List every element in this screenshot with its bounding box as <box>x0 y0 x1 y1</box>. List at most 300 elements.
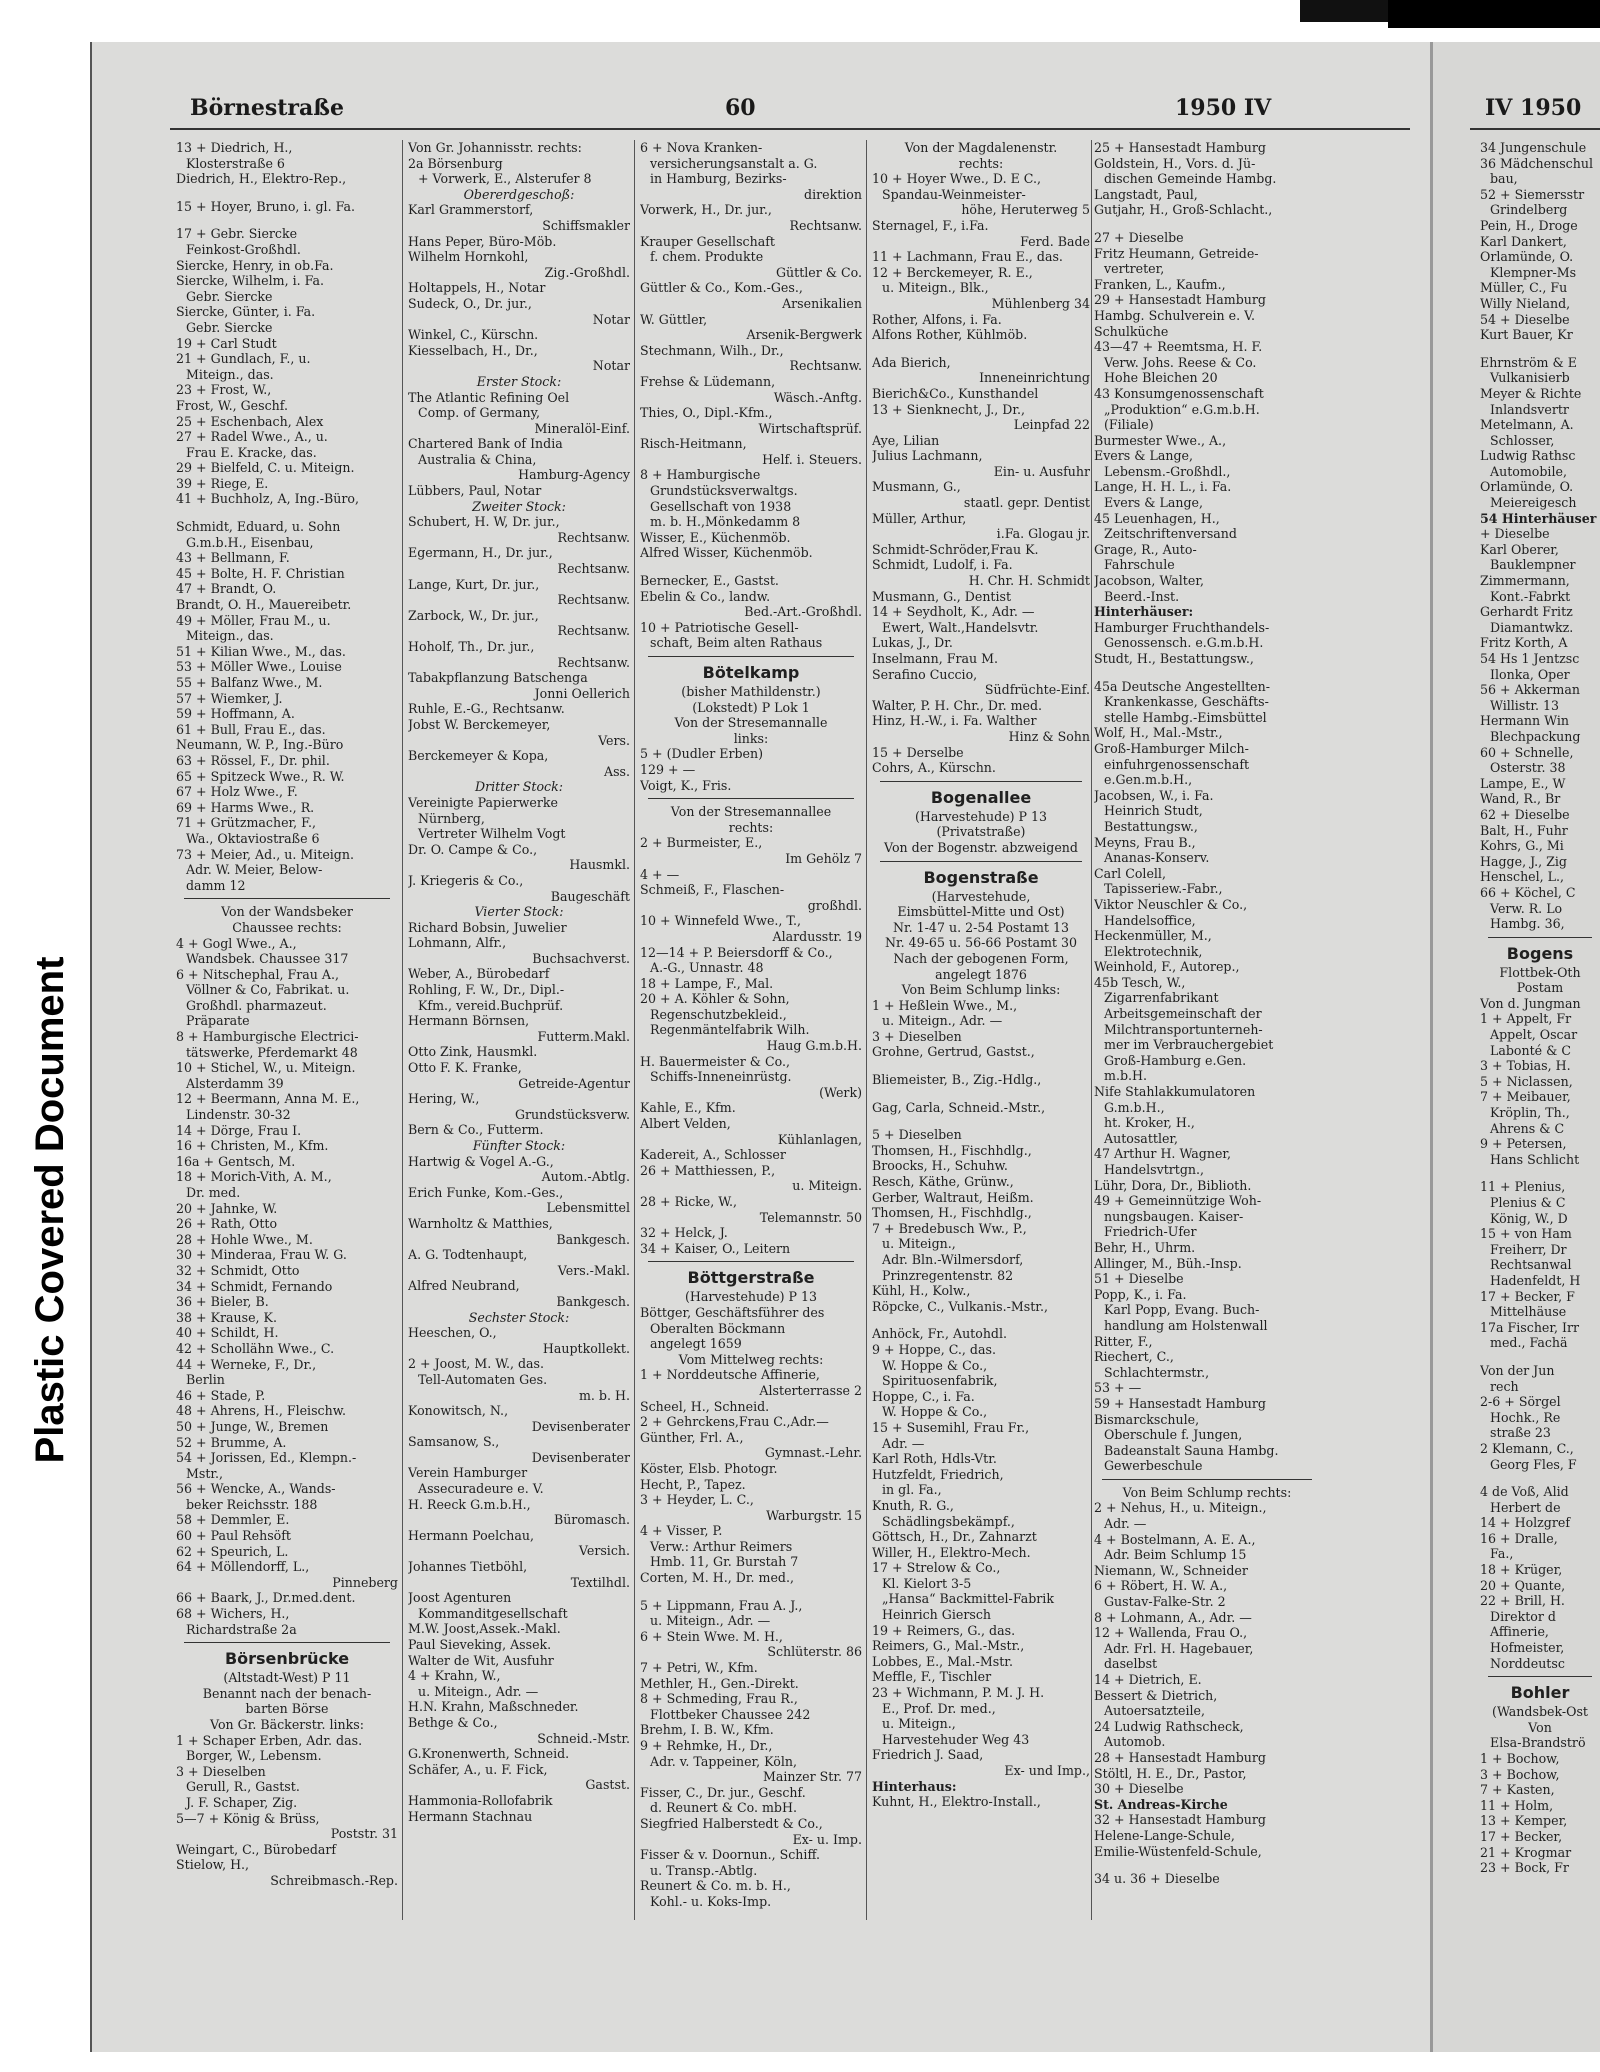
street-note: Vom Mittelweg rechts: <box>678 1351 824 1367</box>
entry-line: Hadenfeldt, H <box>1490 1272 1581 1288</box>
entry-line: Lohmann, Alfr., <box>408 935 507 951</box>
entry-line: ht. Kroker, H., <box>1104 1115 1195 1131</box>
entry-line: Ass. <box>603 763 630 779</box>
entry-line: Knuth, R. G., <box>872 1497 954 1513</box>
entry-line: Schlosser, <box>1490 432 1555 448</box>
street-note: barten Börse <box>245 1701 329 1717</box>
spacer <box>872 1060 1090 1072</box>
entry-line: 42 + Schollähn Wwe., C. <box>176 1340 335 1356</box>
entry-line: Wisser, E., Küchenmöb. <box>640 529 791 545</box>
entry-line: vertreter, <box>1104 261 1165 277</box>
entry-line: Richard Bobsin, Juwelier <box>408 919 567 935</box>
column-3 <box>640 140 862 1910</box>
entry-line: Günther, Frl. A., <box>640 1429 744 1445</box>
entry-line: 15 + von Ham <box>1480 1226 1572 1242</box>
entry-line: Verw. R. Lo <box>1490 900 1563 916</box>
entry-line: Lübbers, Paul, Notar <box>408 483 542 499</box>
entry-line: Ewert, Walt.,Handelsvtr. <box>882 619 1039 635</box>
entry-line: 14 + Holzgref <box>1480 1515 1571 1531</box>
entry-line: tätswerke, Pferdemarkt 48 <box>186 1044 358 1060</box>
entry-line: 48 + Ahrens, H., Fleischw. <box>176 1403 346 1419</box>
entry-line: Heeschen, O., <box>408 1325 497 1341</box>
entry-line: 53 + — <box>1094 1380 1142 1396</box>
entry-line: 2-6 + Sörgel <box>1480 1394 1561 1410</box>
entry-line: Gebr. Siercke <box>186 288 273 304</box>
entry-line: Dr. O. Campe & Co., <box>408 841 538 857</box>
section-separator <box>1102 1479 1312 1480</box>
entry-line: Thomsen, H., Fischhdlg., <box>872 1142 1032 1158</box>
entry-line: 59 + Hansestadt Hamburg <box>1094 1395 1266 1411</box>
entry-line: u. Miteign., <box>882 1716 956 1732</box>
entry-line: 43 + Bellmann, F. <box>176 550 290 566</box>
entry-line: Ex- und Imp., <box>1004 1763 1090 1778</box>
entry-line: Wäsch.-Anftg. <box>773 389 862 405</box>
entry-line: Lange, Kurt, Dr. jur., <box>408 576 540 592</box>
entry-line: Egermann, H., Dr. jur., <box>408 545 553 561</box>
street-heading: Bogenallee <box>930 787 1032 807</box>
entry-line: Regenmäntelfabrik Wilh. <box>650 1022 810 1038</box>
entry-line: König, W., D <box>1490 1210 1568 1226</box>
entry-line: 11 + Holm, <box>1480 1797 1554 1813</box>
entry-line: Heinrich Studt, <box>1104 803 1203 819</box>
entry-line: m. b. H.,Mönkedamm 8 <box>650 514 801 530</box>
entry-line: 52 + Brumme, A. <box>176 1434 287 1450</box>
entry-line: Kont.-Fabrkt <box>1490 588 1571 604</box>
floor-label: Zweiter Stock: <box>472 498 566 514</box>
entry-line: Chartered Bank of India <box>408 436 563 452</box>
entry-line: Regenschutzbekleid., <box>650 1006 787 1022</box>
entry-line: Gastst. <box>585 1777 630 1793</box>
entry-line: Hofmeister, <box>1490 1640 1565 1656</box>
entry-line: Evers & Lange, <box>1094 448 1193 464</box>
entry-line: Im Gehölz 7 <box>785 850 862 866</box>
entry-line: 45a Deutsche Angestellten- <box>1094 678 1270 694</box>
entry-line: 2 Klemann, C., <box>1480 1440 1574 1456</box>
entry-line: Orlamünde, O. <box>1480 249 1574 265</box>
entry-line: Lukas, J., Dr. <box>872 635 953 651</box>
entry-line: Hermann Poelchau, <box>408 1527 534 1543</box>
section-separator <box>880 861 1082 862</box>
entry-line: Schubert, H. W, Dr. jur., <box>408 514 560 530</box>
entry-line: 9 + Hoppe, C., das. <box>872 1341 996 1357</box>
entry-line: Göttsch, H., Dr., Zahnarzt <box>872 1529 1037 1545</box>
entry-line: Zigarrenfabrikant <box>1104 990 1219 1006</box>
entry-line: 14 + Dietrich, E. <box>1094 1672 1202 1687</box>
street-note: (Altstadt-West) P 11 <box>223 1670 351 1686</box>
spacer <box>872 1314 1090 1326</box>
entry-line: 21 + Krogmar <box>1480 1844 1572 1860</box>
entry-line: 2a Börsenburg <box>408 155 503 171</box>
spacer <box>1480 343 1600 355</box>
street-heading: Börsenbrücke <box>224 1649 350 1669</box>
entry-line: Karl Oberer, <box>1480 541 1559 557</box>
entry-line: Inlandsvertr <box>1490 401 1569 417</box>
street-heading: Bohler <box>1510 1683 1570 1703</box>
entry-line: 29 + Hansestadt Hamburg <box>1094 292 1266 308</box>
entry-line: Müller, Arthur, <box>872 510 967 526</box>
entry-line: direktion <box>804 186 862 202</box>
entry-line: Bliemeister, B., Zig.-Hdlg., <box>872 1072 1042 1088</box>
entry-line: Adr. Frl. H. Hagebauer, <box>1104 1640 1254 1656</box>
entry-line: Fritz Heumann, Getreide- <box>1094 245 1259 261</box>
entry-line: 28 + Ricke, W., <box>640 1194 737 1209</box>
entry-line: Von d. Jungman <box>1480 995 1581 1011</box>
entry-line: Evers & Lange, <box>1104 495 1203 511</box>
entry-line: Kröplin, Th., <box>1490 1105 1570 1121</box>
entry-line: u. Miteign., <box>882 1236 956 1252</box>
entry-line: Ananas-Konserv. <box>1104 850 1210 866</box>
entry-line: Siercke, Wilhelm, i. Fa. <box>176 273 325 289</box>
entry-line: „Produktion“ e.G.m.b.H. <box>1104 401 1260 417</box>
entry-line: Hecht, P., Tapez. <box>640 1476 746 1492</box>
entry-line: Fisser, C., Dr. jur., Geschf. <box>640 1784 806 1800</box>
entry-line: 8 + Hamburgische <box>640 467 761 483</box>
column-1 <box>176 140 398 1889</box>
entry-line: Thies, O., Dipl.-Kfm., <box>640 405 773 421</box>
entry-line: Paul Sieveking, Assek. <box>408 1637 552 1652</box>
entry-line: Getreide-Agentur <box>518 1075 630 1091</box>
entry-line: Güttler & Co. <box>775 264 862 280</box>
entry-line: Autom.-Abtlg. <box>541 1169 630 1185</box>
entry-line: Gewerbeschule <box>1104 1458 1203 1474</box>
entry-line: 56 + Wencke, A., Wands- <box>176 1481 336 1497</box>
entry-line: 18 + Morich-Vith, A. M., <box>176 1169 332 1185</box>
entry-line: Vorwerk, H., Dr. jur., <box>640 202 772 218</box>
entry-line: 60 + Paul Rehsöft <box>176 1528 291 1544</box>
entry-line: 3 + Tobias, H. <box>1480 1058 1571 1074</box>
entry-line: Karl Popp, Evang. Buch- <box>1104 1302 1260 1318</box>
entry-line: Hans Schlicht <box>1490 1151 1580 1167</box>
street-note: (Harvestehude, <box>931 888 1031 904</box>
entry-line: Pinneberg <box>332 1574 398 1590</box>
entry-line: Verein Hamburger <box>408 1465 528 1481</box>
entry-line: Kohrs, G., Mi <box>1480 838 1564 854</box>
entry-line: Samsanow, S., <box>408 1434 500 1450</box>
entry-line: 1 + Norddeutsche Affinerie, <box>640 1367 820 1383</box>
entry-line: Brehm, I. B. W., Kfm. <box>640 1722 774 1738</box>
entry-line: Alsterterrasse 2 <box>759 1382 862 1398</box>
entry-line: Tapisseriew.-Fabr., <box>1104 881 1223 897</box>
entry-line: 49 + Gemeinnützige Woh- <box>1094 1193 1262 1209</box>
spacer <box>1094 218 1320 230</box>
section-label: Hinterhäuser: <box>1094 604 1194 620</box>
entry-line: Fritz Korth, A <box>1480 635 1568 651</box>
entry-line: 2 + Nehus, H., u. Miteign., <box>1094 1500 1267 1516</box>
entry-line: 47 + Brandt, O. <box>176 581 277 597</box>
spacer <box>1094 1859 1320 1871</box>
street-note: Von Gr. Bäckerstr. links: <box>210 1717 364 1732</box>
entry-line: A. G. Todtenhaupt, <box>408 1247 528 1263</box>
entry-line: Adr. Beim Schlump 15 <box>1104 1547 1247 1563</box>
street-note: rechts: <box>728 819 774 835</box>
entry-line: Jobst W. Berckemeyer, <box>408 716 551 732</box>
entry-line: Norddeutsc <box>1490 1655 1565 1671</box>
entry-line: 18 + Lampe, F., Mal. <box>640 975 774 991</box>
entry-line: angelegt 1659 <box>650 1336 742 1352</box>
entry-line: 36 + Bieler, B. <box>176 1294 269 1310</box>
entry-line: 34 + Kaiser, O., Leitern <box>640 1240 791 1256</box>
entry-line: Schädlingsbekämpf., <box>882 1513 1015 1529</box>
entry-line: nungsbaugen. Kaiser- <box>1104 1208 1244 1224</box>
entry-line: 68 + Wichers, H., <box>176 1606 290 1622</box>
entry-line: Neumann, W. P., Ing.-Büro <box>176 737 344 753</box>
entry-line: 4 + Gogl Wwe., A., <box>176 935 297 951</box>
entry-line: 1 + Appelt, Fr <box>1480 1011 1572 1027</box>
entry-line: Fahrschule <box>1104 557 1175 573</box>
entry-line: 17 + Becker, <box>1480 1828 1563 1844</box>
entry-line: 6 + Stein Wwe. M. H., <box>640 1628 783 1644</box>
entry-line: Hermann Win <box>1480 713 1569 729</box>
entry-line: Röpcke, C., Vulkanis.-Mstr., <box>872 1298 1048 1314</box>
entry-line: Henschel, L., <box>1480 869 1565 885</box>
entry-line: Telemannstr. 50 <box>759 1209 862 1225</box>
floor-label: Vierter Stock: <box>474 904 564 920</box>
entry-line: Schulküche <box>1094 323 1169 339</box>
entry-line: Berlin <box>186 1372 225 1388</box>
entry-line: 60 + Schnelle, <box>1480 744 1574 760</box>
entry-line: 20 + Jahnke, W. <box>176 1200 278 1216</box>
spacer <box>872 1115 1090 1127</box>
entry-line: Erich Funke, Kom.-Ges., <box>408 1184 564 1200</box>
entry-line: Bankgesch. <box>556 1293 630 1309</box>
entry-line: E., Prof. Dr. med., <box>882 1700 996 1716</box>
entry-line: H.N. Krahn, Maßschneder. <box>408 1699 579 1715</box>
entry-line: 6 + Nova Kranken- <box>640 140 763 155</box>
entry-line: Spirituosenfabrik, <box>882 1373 998 1389</box>
entry-line: Adr. v. Tappeiner, Köln, <box>650 1753 797 1769</box>
entry-line: 34 u. 36 + Dieselbe <box>1094 1871 1220 1887</box>
entry-line: Balt, H., Fuhr <box>1480 822 1568 838</box>
entry-line: Friedrich J. Saad, <box>872 1747 984 1763</box>
section-separator <box>184 1642 390 1643</box>
entry-line: staatl. gepr. Dentist <box>963 495 1090 511</box>
entry-line: Kühl, H., Kolw., <box>872 1283 971 1299</box>
entry-line: Ludwig Rathsc <box>1480 448 1576 464</box>
entry-line: Präparate <box>186 1013 250 1029</box>
entry-line: Kohl.- u. Koks-Imp. <box>650 1893 772 1909</box>
entry-line: Genossensch. e.G.m.b.H. <box>1104 635 1264 651</box>
entry-line: Willy Nieland, <box>1480 295 1571 311</box>
entry-line: 28 + Hansestadt Hamburg <box>1094 1749 1266 1765</box>
entry-line: Lindenstr. 30-32 <box>186 1107 291 1123</box>
entry-line: beker Reichsstr. 188 <box>186 1496 318 1512</box>
entry-line: 2 + Joost, M. W., das. <box>408 1356 545 1372</box>
entry-line: u. Miteign. <box>792 1178 862 1194</box>
entry-line: 44 + Werneke, F., Dr., <box>176 1356 317 1372</box>
entry-line: Diamantwkz. <box>1490 619 1574 635</box>
entry-line: Ferd. Bade <box>1020 233 1090 249</box>
plastic-covered-stamp: Plastic Covered Document <box>28 956 72 1464</box>
entry-line: Gutjahr, H., Groß-Schlacht., <box>1094 202 1273 218</box>
entry-line: Heinrich Giersch <box>882 1607 991 1623</box>
entry-line: 13 + Kemper, <box>1480 1813 1568 1829</box>
entry-line: Hoholf, Th., Dr. jur., <box>408 639 535 654</box>
entry-line: Gymnast.-Lehr. <box>764 1445 862 1461</box>
entry-line: 7 + Meibauer, <box>1480 1089 1571 1105</box>
street-note: (bisher Mathildenstr.) <box>681 684 821 699</box>
entry-line: 3 + Heyder, L. C., <box>640 1492 754 1508</box>
entry-line: Von Gr. Johannisstr. rechts: <box>408 140 582 155</box>
entry-line: Diedrich, H., Elektro-Rep., <box>176 171 347 187</box>
entry-line: Versich. <box>578 1543 630 1559</box>
entry-line: 10 + Hoyer Wwe., D. E C., <box>872 171 1041 187</box>
entry-line: stelle Hambg.-Eimsbüttel <box>1104 709 1267 725</box>
entry-line: 5 + Lippmann, Frau A. J., <box>640 1597 803 1613</box>
entry-line: Handelsvtrtgn., <box>1104 1162 1205 1177</box>
header-page-number: 60 <box>725 95 756 121</box>
entry-line: 38 + Krause, K. <box>176 1309 277 1325</box>
entry-line: Australia & China, <box>418 451 537 467</box>
entry-line: 11 + Lachmann, Frau E., das. <box>872 249 1063 265</box>
entry-line: 13 + Sienknecht, J., Dr., <box>872 401 1026 417</box>
entry-line: 27 + Radel Wwe., A., u. <box>176 429 328 445</box>
entry-line: Rechtsanw. <box>557 529 630 545</box>
entry-line: Arsenikalien <box>782 295 862 311</box>
entry-line: Siegfried Halberstedt & Co., <box>640 1815 823 1831</box>
entry-line: 4 + Visser, P. <box>640 1523 723 1539</box>
street-note: Flottbek-Oth <box>1499 964 1581 980</box>
entry-line: Helene-Lange-Schule, <box>1094 1827 1235 1843</box>
entry-line: Dr. med. <box>186 1185 241 1200</box>
entry-line: Bierich&Co., Kunsthandel <box>872 385 1039 401</box>
street-heading: Bogenstraße <box>923 867 1039 887</box>
entry-line: 32 + Helck, J. <box>640 1225 728 1241</box>
entry-line: Otto Zink, Hausmkl. <box>408 1044 538 1060</box>
entry-line: Automobile, <box>1490 463 1567 479</box>
street-note: (Harvestehude) P 13 <box>914 808 1048 824</box>
entry-line: 24 Ludwig Rathscheck, <box>1094 1718 1244 1734</box>
entry-line: 23 + Frost, W., <box>176 382 272 398</box>
entry-line: 14 + Dörge, Frau I. <box>176 1122 302 1138</box>
entry-line: 57 + Wiemker, J. <box>176 690 283 706</box>
street-heading: Bötelkamp <box>702 663 800 682</box>
entry-line: Rechtsanw. <box>557 654 630 670</box>
entry-line: Mühlenberg 34 <box>991 295 1090 311</box>
entry-line: Brandt, O. H., Mauereibetr. <box>176 597 352 613</box>
entry-line: Schmidt-Schröder,Frau K. <box>872 541 1039 557</box>
entry-line: Müller, C., Fu <box>1480 280 1568 296</box>
street-note: (Wandsbek-Ost <box>1492 1704 1588 1720</box>
entry-line: Nife Stahlakkumulatoren <box>1094 1084 1256 1100</box>
entry-line: M.W. Joost,Assek.-Makl. <box>408 1621 561 1637</box>
entry-line: 5—7 + König & Brüss, <box>176 1810 320 1826</box>
entry-line: W. Hoppe & Co., <box>882 1404 988 1420</box>
entry-line: Ada Bierich, <box>872 354 951 370</box>
entry-line: Arbeitsgemeinschaft der <box>1104 1006 1262 1022</box>
entry-line: Feinkost-Großhdl. <box>186 241 301 257</box>
entry-line: Zeitschriftenversand <box>1104 526 1237 542</box>
entry-line: Hochk., Re <box>1490 1409 1561 1425</box>
entry-line: Schreibmasch.-Rep. <box>270 1872 398 1888</box>
entry-line: med., Fachä <box>1490 1335 1568 1351</box>
entry-line: Hermann Stachnau <box>408 1808 533 1824</box>
entry-line: Krankenkasse, Geschäfts- <box>1104 694 1269 710</box>
entry-line: Baugeschäft <box>550 888 630 904</box>
entry-line: 4 + — <box>640 866 680 882</box>
entry-line: Goldstein, H., Vors. d. Jü- <box>1094 155 1256 171</box>
entry-line: Orlamünde, O. <box>1480 479 1574 495</box>
entry-line: Allinger, M., Büh.-Insp. <box>1094 1255 1242 1271</box>
entry-line: Carl Colell, <box>1094 865 1166 881</box>
entry-line: 54 + Dieselbe <box>1480 311 1570 327</box>
entry-line: 61 + Bull, Frau E., das. <box>176 721 326 737</box>
entry-line: Völlner & Co, Fabrikat. u. <box>186 982 350 998</box>
entry-line: Risch-Heitmann, <box>640 436 747 452</box>
entry-line: 54 + Jorissen, Ed., Klempn.- <box>176 1450 357 1466</box>
section-label: 54 Hinterhäuser <box>1480 510 1597 526</box>
street-note: Von Beim Schlump links: <box>901 982 1061 998</box>
entry-line: Riechert, C., <box>1094 1349 1174 1365</box>
entry-line: Kl. Kielort 3-5 <box>882 1575 972 1591</box>
entry-line: Autosattler, <box>1104 1130 1179 1146</box>
street-note: Eimsbüttel-Mitte und Ost) <box>897 904 1065 920</box>
entry-line: Hering, W., <box>408 1091 480 1107</box>
entry-line: 49 + Möller, Frau M., u. <box>176 612 331 628</box>
entry-line: + Dieselbe <box>1480 526 1550 542</box>
entry-line: Köster, Elsb. Photogr. <box>640 1460 778 1476</box>
floor-label: Obererdgeschoß: <box>463 186 575 202</box>
spacer <box>640 1586 862 1598</box>
entry-line: Notar <box>592 311 630 327</box>
entry-line: Willistr. 13 <box>1490 697 1560 713</box>
entry-line: (Filiale) <box>1104 417 1154 433</box>
entry-line: versicherungsanstalt a. G. <box>650 155 818 171</box>
entry-line: Winkel, C., Kürschn. <box>408 327 539 343</box>
entry-line: Meyer & Richte <box>1480 385 1582 401</box>
entry-line: Schiffs-Inneneinrüstg. <box>650 1069 792 1085</box>
entry-line: W. Hoppe & Co., <box>882 1357 988 1373</box>
entry-line: Thomsen, H., Fischhdlg., <box>872 1205 1032 1221</box>
entry-line: Franken, L., Kaufm., <box>1094 276 1226 292</box>
entry-line: Kuhnt, H., Elektro-Install., <box>872 1794 1041 1810</box>
entry-line: 67 + Holz Wwe., F. <box>176 784 298 800</box>
entry-line: Viktor Neuschler & Co., <box>1094 896 1248 912</box>
entry-line: 4 de Voß, Alid <box>1480 1484 1569 1500</box>
entry-line: Lebensmittel <box>546 1200 630 1216</box>
entry-line: 47 Arthur H. Wagner, <box>1094 1146 1232 1162</box>
entry-line: Büromasch. <box>553 1512 630 1528</box>
entry-line: bau, <box>1490 171 1518 187</box>
entry-line: Wandsbek. Chaussee 317 <box>186 951 349 967</box>
entry-line: 64 + Möllendorff, L., <box>176 1559 310 1575</box>
entry-line: Jacobsen, W., i. Fa. <box>1094 787 1214 803</box>
entry-line: in gl. Fa., <box>882 1482 942 1498</box>
entry-line: Karl Dankert, <box>1480 233 1567 249</box>
entry-line: Rechtsanw. <box>789 217 862 233</box>
street-note: (Harvestehude) P 13 <box>684 1289 818 1305</box>
entry-line: Bestattungsw., <box>1104 818 1198 834</box>
entry-line: 1 + Heßlein Wwe., M., <box>872 997 1018 1013</box>
entry-line: 10 + Stichel, W., u. Miteign. <box>176 1060 356 1076</box>
column-divider <box>402 140 403 1920</box>
entry-line: 65 + Spitzeck Wwe., R. W. <box>176 768 345 784</box>
entry-line: m. b. H. <box>578 1387 630 1403</box>
entry-line: 45 + Bolte, H. F. Christian <box>176 565 345 581</box>
entry-line: Beerd.-Inst. <box>1104 588 1180 604</box>
entry-line: 28 + Hohle Wwe., M. <box>176 1231 313 1247</box>
entry-line: 62 + Dieselbe <box>1480 806 1570 822</box>
entry-line: 10 + Winnefeld Wwe., T., <box>640 913 801 929</box>
entry-line: 32 + Schmidt, Otto <box>176 1262 300 1278</box>
column-4 <box>872 140 1090 1810</box>
entry-line: Bernecker, E., Gastst. <box>640 573 779 589</box>
entry-line: Schlachtermstr., <box>1104 1364 1210 1380</box>
entry-line: Vertreter Wilhelm Vogt <box>418 826 566 842</box>
entry-line: G.m.b.H., <box>1104 1099 1165 1115</box>
entry-line: Ruhle, E.-G., Rechtsanw. <box>408 701 565 717</box>
entry-line: Zarbock, W., Dr. jur., <box>408 607 539 623</box>
entry-line: 21 + Gundlach, F., u. <box>176 351 311 367</box>
